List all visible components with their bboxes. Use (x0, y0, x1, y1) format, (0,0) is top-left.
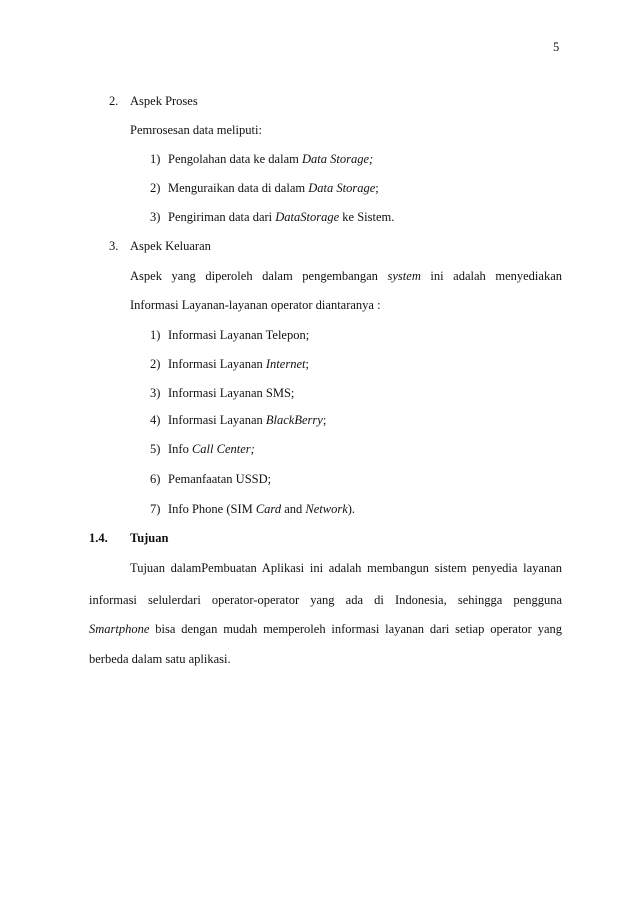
section-2-intro: Pemrosesan data meliputi: (130, 123, 262, 137)
section-3-title: Aspek Keluaran (130, 239, 211, 253)
list-item-number: 1) (150, 328, 161, 342)
tujuan-line2: informasi selulerdari operator-operator yang ada di Indonesia, sehingga pengguna (89, 593, 562, 607)
section-2-number: 2. (109, 94, 119, 108)
section-1-4-number: 1.4. (89, 531, 108, 545)
section-2-title: Aspek Proses (130, 94, 198, 108)
section-3-paragraph-line1: Aspek yang diperoleh dalam pengembangan system ini adalah menyediakan (130, 269, 563, 283)
list-item: Menguraikan data di dalam Data Storage; (168, 181, 379, 195)
list-item-number: 7) (150, 502, 161, 516)
section-1-4-title: Tujuan (130, 531, 169, 545)
list-item: Informasi Layanan Telepon; (168, 328, 310, 342)
list-item-number: 3) (150, 210, 161, 224)
list-item: Informasi Layanan BlackBerry; (168, 413, 327, 427)
list-item-number: 2) (150, 181, 161, 195)
tujuan-line3: Smartphone bisa dengan mudah memperoleh informasi layanan dari setiap operator yang (89, 622, 562, 636)
list-item: Informasi Layanan Internet; (168, 357, 309, 371)
list-item: Pengiriman data dari DataStorage ke Sistem. (168, 210, 395, 224)
list-item-number: 2) (150, 357, 161, 371)
section-3-paragraph-line2: Informasi Layanan-layanan operator diantaranya : (130, 298, 381, 312)
list-item-number: 6) (150, 472, 161, 486)
list-item: Pemanfaatan USSD; (168, 472, 272, 486)
page-number: 5 (553, 40, 560, 54)
list-item-number: 3) (150, 386, 161, 400)
section-3-number: 3. (109, 239, 119, 253)
list-item: Info Phone (SIM Card and Network). (168, 502, 356, 516)
list-item-number: 5) (150, 442, 161, 456)
list-item-number: 1) (150, 152, 161, 166)
list-item: Info Call Center; (168, 442, 255, 456)
tujuan-line1: Tujuan dalamPembuatan Aplikasi ini adalah membangun sistem penyedia layanan (130, 561, 562, 575)
list-item-number: 4) (150, 413, 161, 427)
list-item: Pengolahan data ke dalam Data Storage; (168, 152, 374, 166)
list-item: Informasi Layanan SMS; (168, 386, 295, 400)
tujuan-line4: berbeda dalam satu aplikasi. (89, 652, 231, 666)
